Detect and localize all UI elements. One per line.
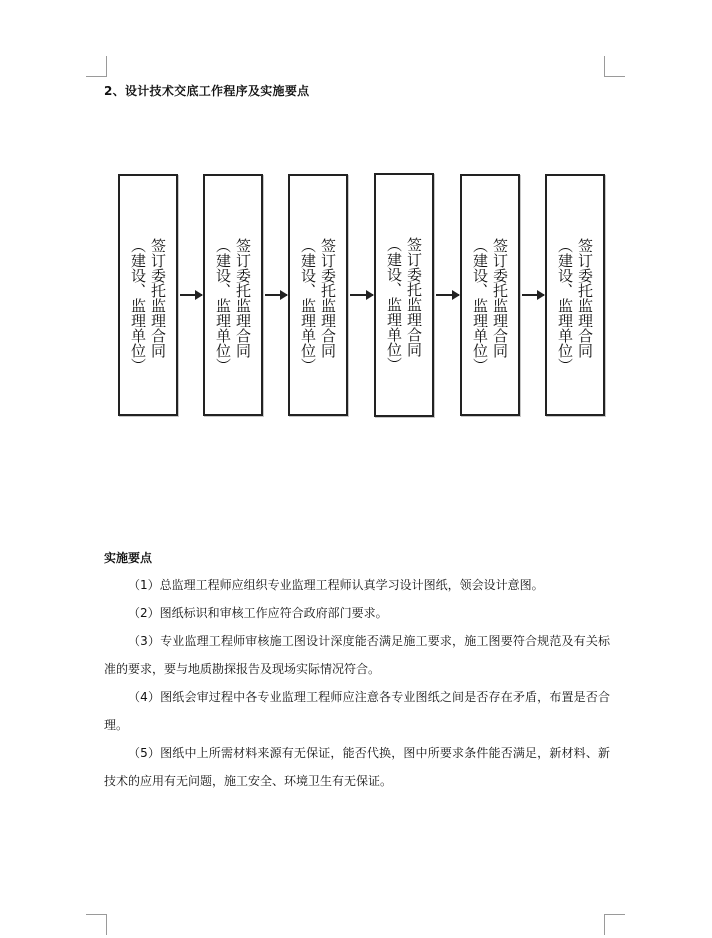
flow-arrow-4 [436,294,459,296]
flow-arrow-1 [180,294,202,296]
flow-arrow-5 [522,294,544,296]
implementation-title: 实施要点 [104,551,153,565]
flow-step-1 [118,174,178,416]
flow-step-3-title: 签订委托监理合同 [319,238,337,358]
flow-step-6 [545,174,605,416]
flow-step-1-title: 签订委托监理合同 [149,238,167,358]
flow-step-2-title: 签订委托监理合同 [234,238,252,358]
flow-step-3-parties: （建设、监理单位） [299,238,317,373]
implementation-item-3: （3）专业监理工程师审核施工图设计深度能否满足施工要求，施工图要符合规范及有关标准的要求，要与地质勘探报告及现场实际情况符合。 [104,634,610,676]
flow-step-1-parties: （建设、监理单位） [129,238,147,373]
implementation-item-4: （4）图纸会审过程中各专业监理工程师应注意各专业图纸之间是否存在矛盾，布置是否合理。 [104,690,610,732]
flow-arrow-3 [350,294,373,296]
flow-step-6-parties: （建设、监理单位） [556,238,574,373]
flow-step-4-parties: （建设、监理单位） [385,237,403,372]
flow-step-5-title: 签订委托监理合同 [491,238,509,358]
flow-arrow-2 [265,294,287,296]
flow-step-2-parties: （建设、监理单位） [214,238,232,373]
flow-step-2 [203,174,263,416]
implementation-item-1: （1）总监理工程师应组织专业监理工程师认真学习设计图纸，领会设计意图。 [128,578,544,592]
flow-step-5 [460,174,520,416]
flow-step-6-title: 签订委托监理合同 [576,238,594,358]
section-heading: 2、设计技术交底工作程序及实施要点 [104,84,310,98]
flow-step-3 [288,174,348,416]
flow-step-4 [374,173,434,417]
flow-step-4-title: 签订委托监理合同 [405,237,423,357]
flow-step-5-parties: （建设、监理单位） [471,238,489,373]
implementation-item-5: （5）图纸中上所需材料来源有无保证，能否代换，图中所要求条件能否满足，新材料、新技术的应用有无问题，施工安全、环境卫生有无保证。 [104,746,610,788]
implementation-item-2: （2）图纸标识和审核工作应符合政府部门要求。 [128,606,388,620]
